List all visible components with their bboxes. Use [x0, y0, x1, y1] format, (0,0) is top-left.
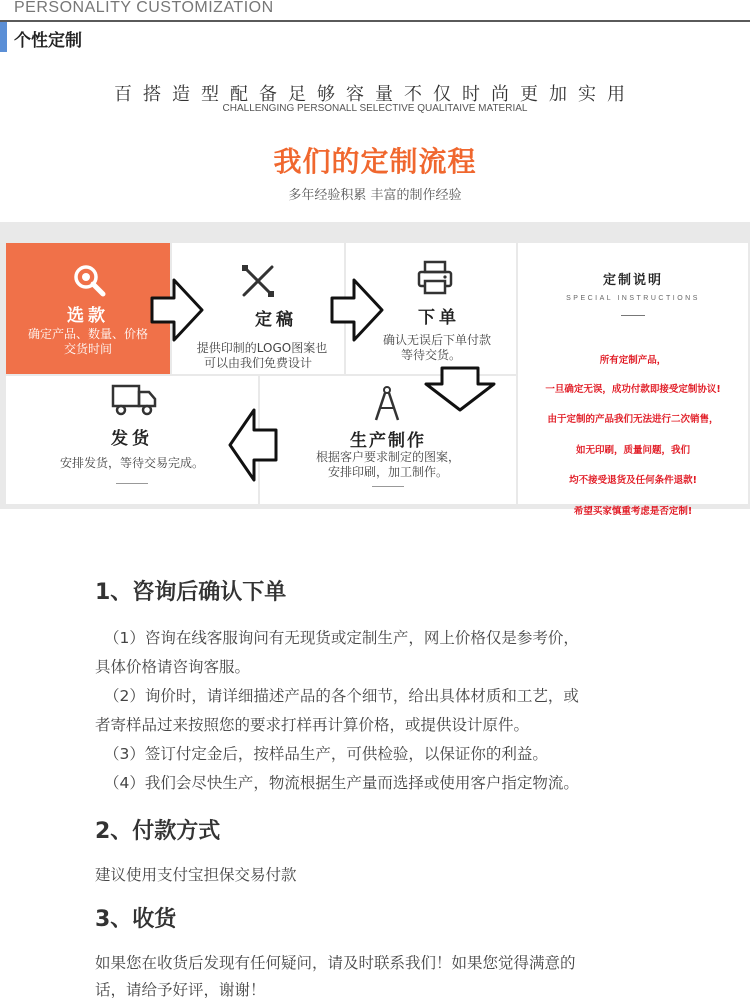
- compass-icon: [372, 386, 402, 422]
- header-chinese-title: 个性定制: [14, 31, 82, 51]
- section-line: （2）询价时，请详细描述产品的各个细节，给出具体材质和工艺，或: [104, 687, 579, 705]
- step-desc: 交货时间: [63, 342, 112, 356]
- step-title: 发货: [111, 429, 153, 449]
- instruction-line: 一旦确定无误，成功付款即接受定制协议!: [545, 384, 721, 395]
- section-heading: 1、咨询后确认下单: [95, 580, 287, 605]
- instructions-english-title: SPECIAL INSTRUCTIONS: [566, 295, 700, 302]
- arrow-down-icon: [424, 366, 496, 412]
- header-english-title: PERSONALITY CUSTOMIZATION: [14, 0, 274, 16]
- step-title: 选款: [67, 306, 109, 326]
- step-desc: 提供印制的LOGO图案也: [196, 341, 328, 355]
- step-desc: 等待交货。: [400, 348, 461, 362]
- pencil-ruler-icon: [238, 261, 278, 301]
- header-divider: [0, 20, 750, 22]
- step-select-style: [6, 243, 170, 374]
- header-accent-bar: [0, 22, 7, 52]
- process-panel: [0, 222, 750, 517]
- step-desc: 确定产品、数量、价格: [27, 327, 148, 341]
- search-icon: [72, 263, 106, 297]
- step-desc: 根据客户要求制定的图案，: [315, 450, 460, 464]
- instruction-line: 希望买家慎重考虑是否定制!: [573, 506, 693, 517]
- process-subtitle: 多年经验积累 丰富的制作经验: [288, 188, 462, 203]
- arrow-right-icon: [330, 278, 384, 342]
- arrow-left-icon: [228, 408, 278, 482]
- instruction-line: 由于定制的产品我们无法进行二次销售，: [547, 414, 719, 425]
- step-title: 生产制作: [350, 431, 426, 451]
- instruction-line: 均不接受退货及任何条件退款!: [569, 475, 697, 486]
- section-line: 者寄样品过来按照您的要求打样再计算价格，或提供设计原件。: [95, 716, 530, 734]
- step-title: 定稿: [255, 310, 297, 330]
- step-desc: 安排发货，等待交易完成。: [59, 456, 204, 470]
- section-header: [0, 0, 750, 52]
- section-line: （4）我们会尽快生产，物流根据生产量而选择或使用客户指定物流。: [104, 774, 579, 792]
- section-line: （1）咨询在线客服询问有无现货或定制生产，网上价格仅是参考价，: [104, 629, 579, 647]
- instructions-divider: [621, 315, 645, 316]
- section-line: 建议使用支付宝担保交易付款: [95, 866, 297, 884]
- step-desc: 可以由我们免费设计: [203, 356, 312, 370]
- truck-icon: [110, 382, 158, 418]
- slogan-chinese: 百搭造型配备足够容量不仅时尚更加实用: [114, 84, 636, 105]
- custom-instructions-panel: [518, 243, 748, 517]
- step-ship: [6, 376, 258, 504]
- step-title: 下单: [418, 308, 460, 328]
- process-title: 我们的定制流程: [273, 145, 477, 178]
- step-desc: 安排印刷，加工制作。: [327, 465, 448, 479]
- instruction-line: 如无印刷，质量问题，我们: [575, 445, 690, 456]
- step-divider: [116, 483, 148, 484]
- printer-icon: [416, 259, 454, 297]
- step-desc: 确认无误后下单付款: [382, 333, 491, 347]
- section-heading: 2、付款方式: [95, 819, 221, 844]
- arrow-right-icon: [150, 278, 204, 342]
- section-line: 具体价格请咨询客服。: [95, 658, 251, 676]
- section-line: 如果您在收货后发现有任何疑问，请及时联系我们！如果您觉得满意的: [95, 954, 576, 972]
- instructions-title: 定制说明: [602, 273, 663, 288]
- section-line: （3）签订付定金后，按样品生产，可供检验，以保证你的利益。: [104, 745, 548, 763]
- section-line: 话，请给予好评，谢谢！: [95, 981, 266, 998]
- slogan-english: CHALLENGING PERSONALL SELECTIVE QUALITAIVE MATERIAL: [222, 103, 528, 114]
- section-heading: 3、收货: [95, 907, 177, 932]
- instruction-line: 所有定制产品，: [599, 355, 667, 366]
- step-divider: [372, 486, 404, 487]
